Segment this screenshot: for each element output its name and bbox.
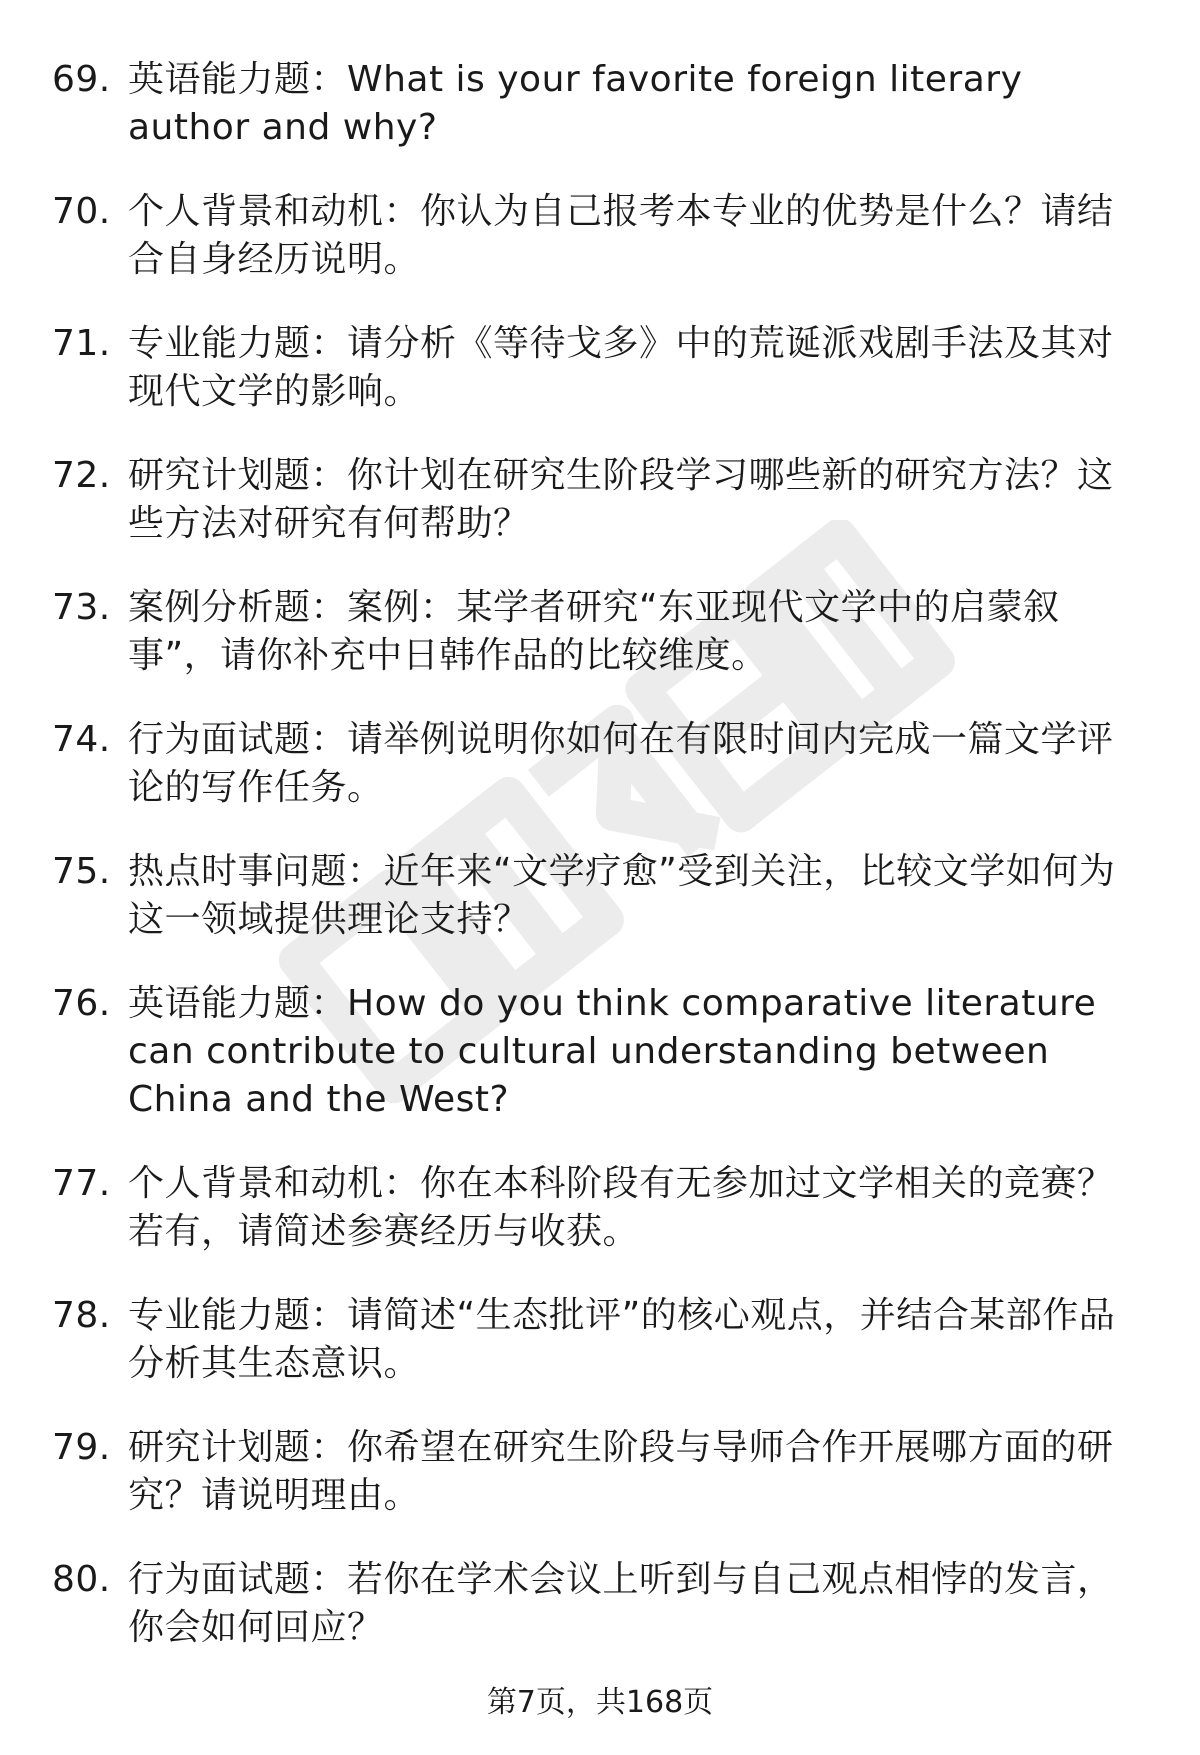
question-number: 74.	[52, 719, 111, 760]
question-number: 75.	[52, 851, 111, 892]
question-item	[0, 716, 1200, 812]
question-number: 80.	[52, 1559, 111, 1600]
question-text: 行为面试题：若你在学术会议上听到与自己观点相悖的发言，你会如何回应？	[128, 1559, 1114, 1648]
question-text: 专业能力题：请简述“生态批评”的核心观点，并结合某部作品分析其生态意识。	[128, 1295, 1116, 1384]
question-item	[0, 320, 1200, 416]
question-text: 热点时事问题：近年来“文学疗愈”受到关注，比较文学如何为这一领域提供理论支持？	[128, 851, 1116, 940]
question-number: 79.	[52, 1427, 111, 1468]
question-number: 69.	[52, 59, 111, 100]
question-number: 76.	[52, 983, 111, 1024]
question-text: 专业能力题：请分析《等待戈多》中的荒诞派戏剧手法及其对现代文学的影响。	[128, 323, 1114, 412]
question-item	[0, 1160, 1200, 1256]
question-text: 个人背景和动机：你在本科阶段有无参加过文学相关的竞赛？若有，请简述参赛经历与收获。	[128, 1163, 1114, 1252]
question-number: 77.	[52, 1163, 111, 1204]
question-item	[0, 1424, 1200, 1520]
question-item	[0, 848, 1200, 944]
question-text: 案例分析题：案例：某学者研究“东亚现代文学中的启蒙叙事”，请你补充中日韩作品的比较维度。	[128, 587, 1060, 676]
question-number: 72.	[52, 455, 111, 496]
question-number: 73.	[52, 587, 111, 628]
question-number: 70.	[52, 191, 111, 232]
question-item	[0, 56, 1200, 152]
question-text: 研究计划题：你希望在研究生阶段与导师合作开展哪方面的研究？请说明理由。	[128, 1427, 1114, 1516]
question-number: 78.	[52, 1295, 111, 1336]
question-list	[0, 56, 1200, 1688]
question-text: 英语能力题：What is your favorite foreign literary author and why?	[128, 59, 1023, 148]
question-text: 行为面试题：请举例说明你如何在有限时间内完成一篇文学评论的写作任务。	[128, 719, 1114, 808]
question-text: 个人背景和动机：你认为自己报考本专业的优势是什么？请结合自身经历说明。	[128, 191, 1114, 280]
question-item	[0, 188, 1200, 284]
question-number: 71.	[52, 323, 111, 364]
question-text: 英语能力题：How do you think comparative literature can contribute to cultural understanding between China and the West?	[128, 983, 1097, 1120]
page-footer: 第7页，共168页	[486, 1685, 714, 1720]
question-text: 研究计划题：你计划在研究生阶段学习哪些新的研究方法？这些方法对研究有何帮助？	[128, 455, 1114, 544]
question-item	[0, 1292, 1200, 1388]
question-item	[0, 584, 1200, 680]
question-item	[0, 980, 1200, 1124]
question-item	[0, 1556, 1200, 1652]
question-item	[0, 452, 1200, 548]
